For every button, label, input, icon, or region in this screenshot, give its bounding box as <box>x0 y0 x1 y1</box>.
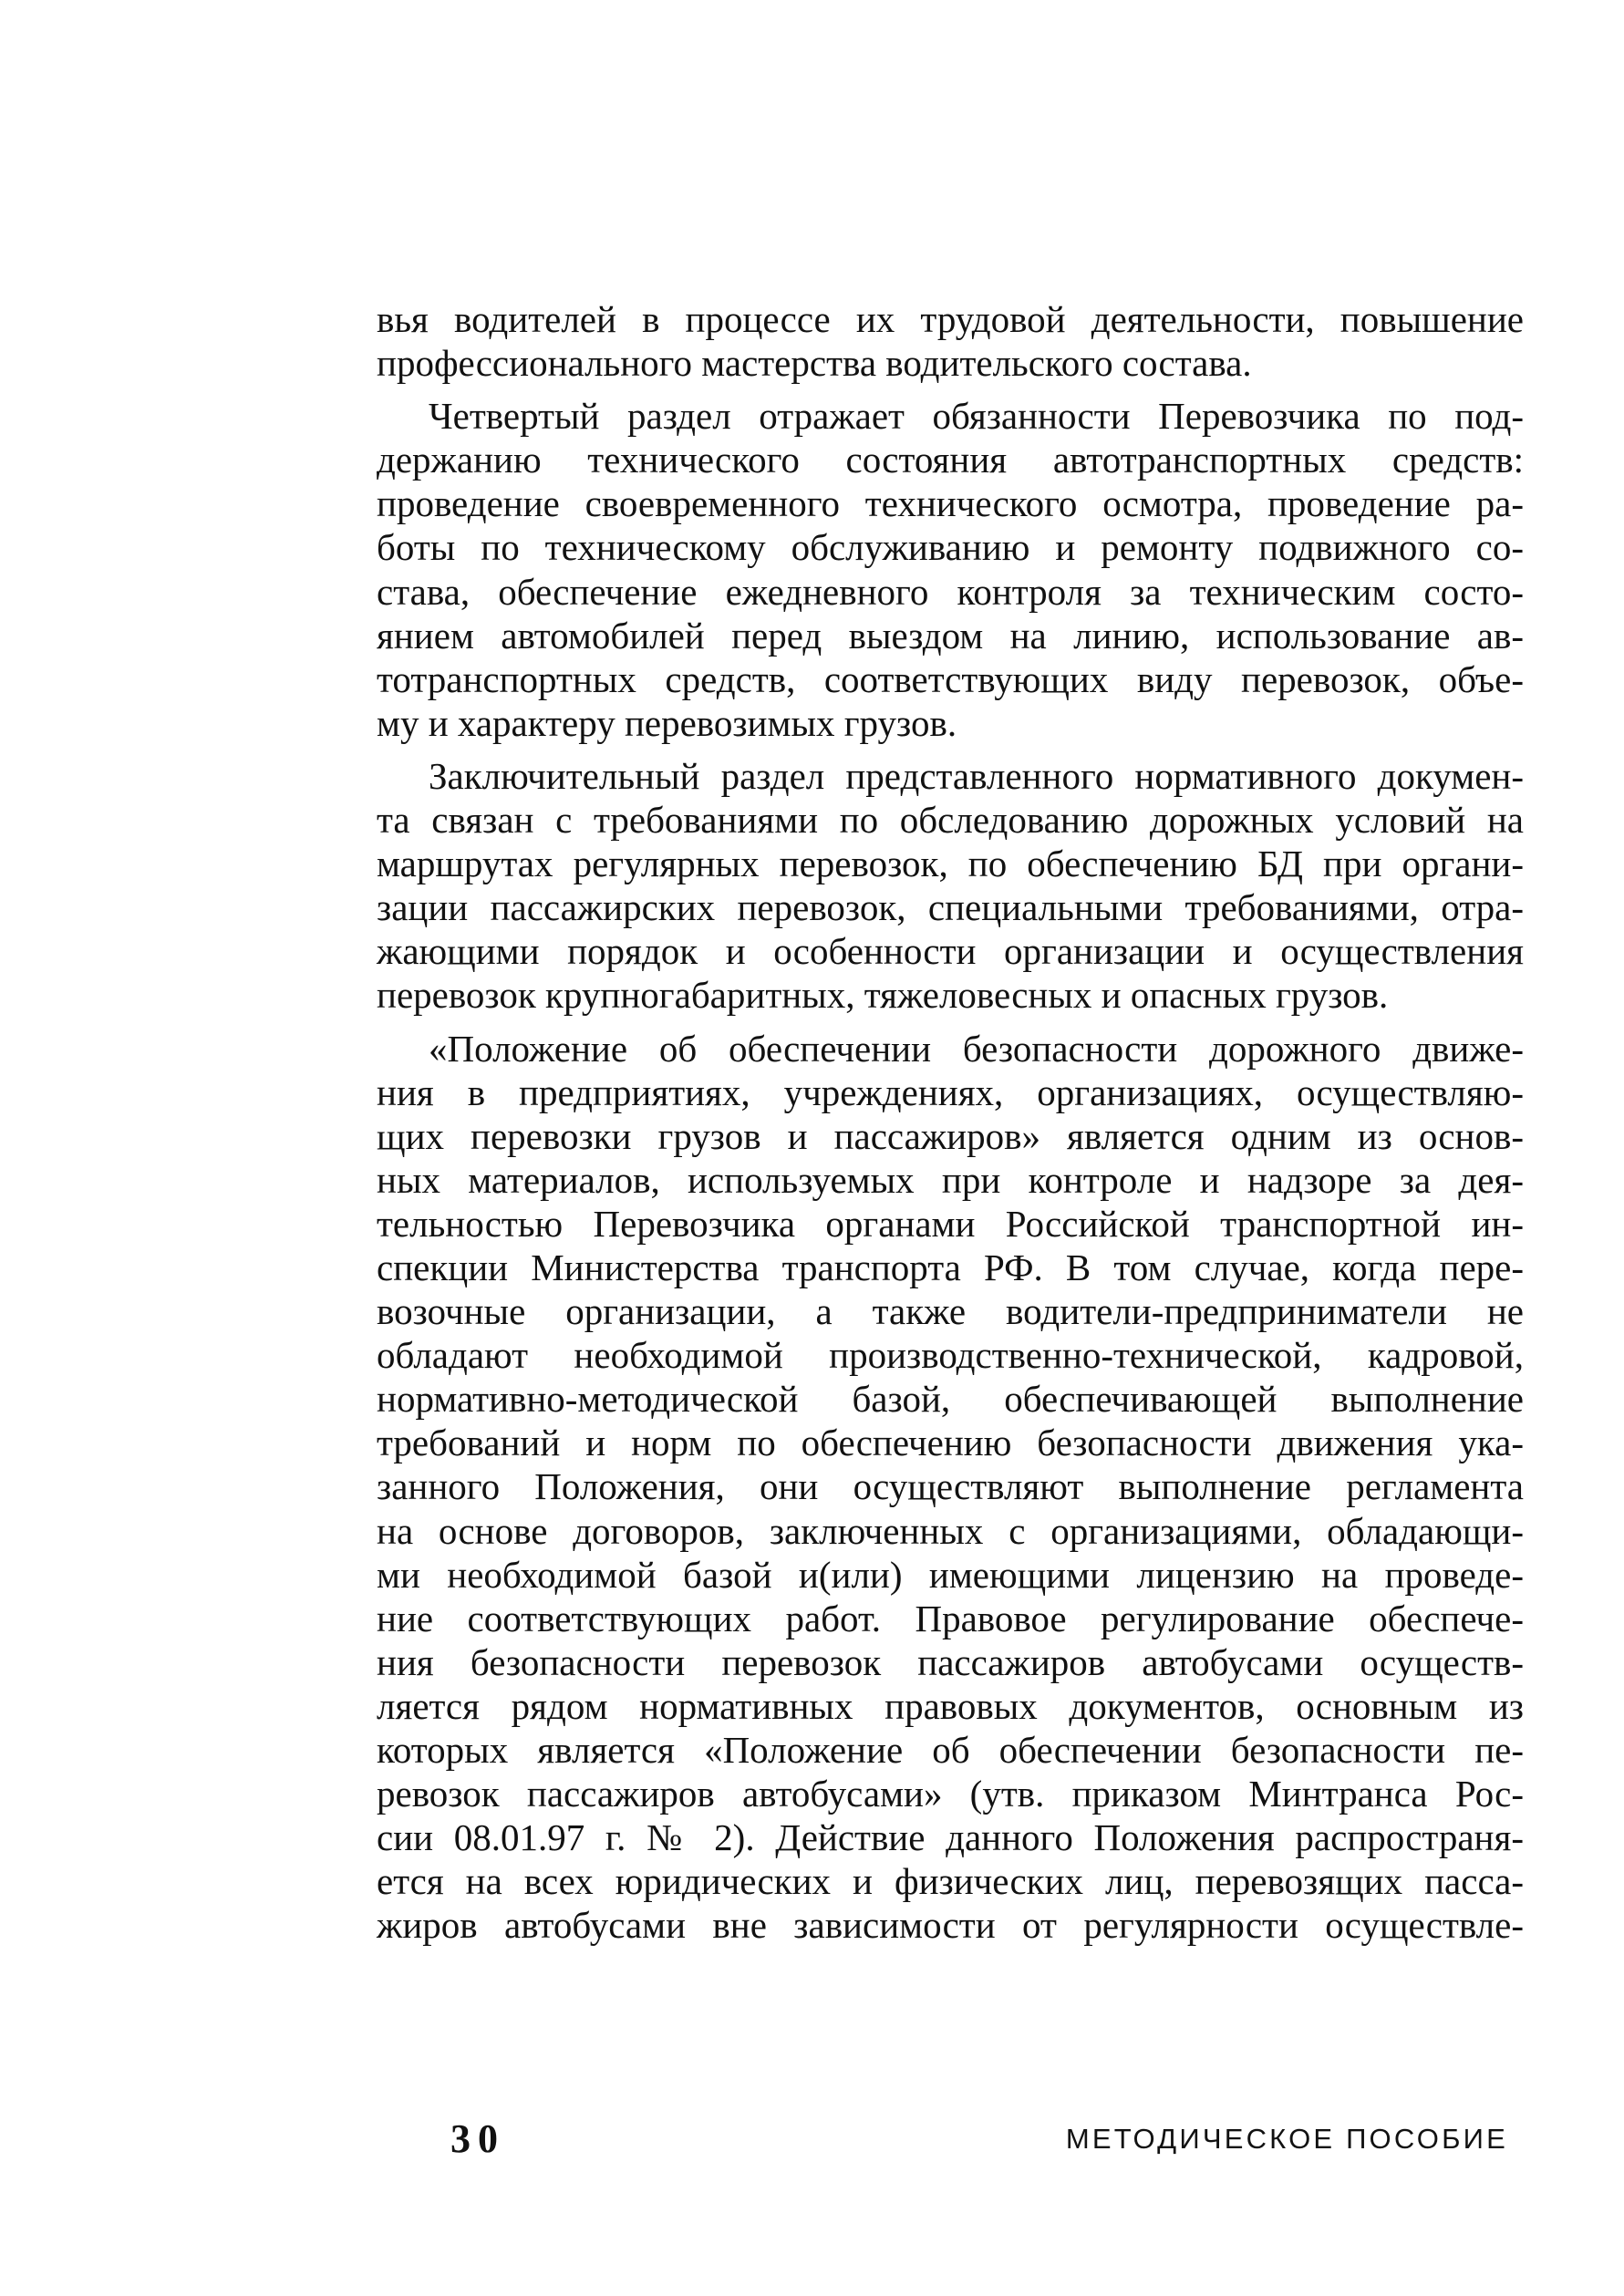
text-line: которых является «Положение об обеспечении безопасности пе- <box>377 1729 1524 1771</box>
text-line: ния в предприятиях, учреждениях, организациях, осуществляю- <box>377 1070 1524 1113</box>
running-title: МЕТОДИЧЕСКОЕ ПОСОБИЕ <box>1065 2123 1508 2155</box>
text-line: ния безопасности перевозок пассажиров автобусами осуществ- <box>377 1640 1524 1683</box>
paragraph-2 <box>377 394 1524 745</box>
text-line: вья водителей в процессе их трудовой деятельности, повышение <box>377 298 1524 340</box>
text-line: на основе договоров, заключенных с организациями, обладающи- <box>377 1509 1524 1552</box>
text-line: жающими порядок и особенности организации и осуществления <box>377 930 1524 973</box>
paragraph-3 <box>377 754 1524 1018</box>
page-body <box>377 297 1524 1956</box>
text-line: янием автомобилей перед выездом на линию, использование ав- <box>377 614 1524 657</box>
text-line: щих перевозки грузов и пассажиров» является одним из основ- <box>377 1114 1524 1157</box>
text-line: ляется рядом нормативных правовых документов, основным из <box>377 1684 1524 1727</box>
paragraph-1 <box>377 297 1524 385</box>
text-line: та связан с требованиями по обследованию дорожных условий на <box>377 799 1524 842</box>
text-line: требований и норм по обеспечению безопасности движения ука- <box>377 1422 1524 1464</box>
text-line: боты по техническому обслуживанию и ремонту подвижного со- <box>377 526 1524 569</box>
text-line: нормативно-методической базой, обеспечивающей выполнение <box>377 1378 1524 1421</box>
text-line: ми необходимой базой и(или) имеющими лицензию на проведе- <box>377 1553 1524 1596</box>
text-line: маршрутах регулярных перевозок, по обеспечению БД при органи- <box>377 843 1524 885</box>
text-line: Четвертый раздел отражает обязанности Перевозчика по под- <box>429 395 1524 438</box>
text-line: ние соответствующих работ. Правовое регулирование обеспече- <box>377 1597 1524 1639</box>
text-line: профессионального мастерства водительского состава. <box>377 342 1252 385</box>
text-line: «Положение об обеспечении безопасности дорожного движе- <box>429 1027 1524 1070</box>
text-line: Заключительный раздел представленного нормативного докумен- <box>429 754 1524 797</box>
page-footer <box>0 2114 1624 2165</box>
text-line: проведение своевременного технического осмотра, проведение ра- <box>377 482 1524 525</box>
text-line: сии 08.01.97 г. № 2). Действие данного Положения распространя- <box>377 1816 1524 1859</box>
text-line: му и характеру перевозимых грузов. <box>377 701 957 744</box>
text-line: тотранспортных средств, соответствующих виду перевозок, объе- <box>377 657 1524 700</box>
text-line: занного Положения, они осуществляют выполнение регламента <box>377 1465 1524 1508</box>
paragraph-4 <box>377 1027 1524 1948</box>
text-line: ется на всех юридических и физических лиц, перевозящих пасса- <box>377 1860 1524 1903</box>
text-line: перевозок крупногабаритных, тяжеловесных и опасных грузов. <box>377 974 1389 1017</box>
text-line: обладают необходимой производственно-технической, кадровой, <box>377 1334 1524 1377</box>
text-line: держанию технического состояния автотранспортных средств: <box>377 439 1524 481</box>
text-line: ревозок пассажиров автобусами» (утв. приказом Минтранса Рос- <box>377 1773 1524 1815</box>
page-number: 30 <box>450 2116 505 2161</box>
text-line: ных материалов, используемых при контроле и надзоре за дея- <box>377 1158 1524 1201</box>
text-line: возочные организации, а также водители-предприниматели не <box>377 1290 1524 1333</box>
text-line: зации пассажирских перевозок, специальными требованиями, отра- <box>377 886 1524 929</box>
text-line: жиров автобусами вне зависимости от регулярности осуществле- <box>377 1904 1524 1947</box>
text-line: спекции Министерства транспорта РФ. В том случае, когда пере- <box>377 1246 1524 1288</box>
text-line: тельностью Перевозчика органами Российской транспортной ин- <box>377 1202 1524 1245</box>
text-line: става, обеспечение ежедневного контроля за техническим состо- <box>377 570 1524 613</box>
